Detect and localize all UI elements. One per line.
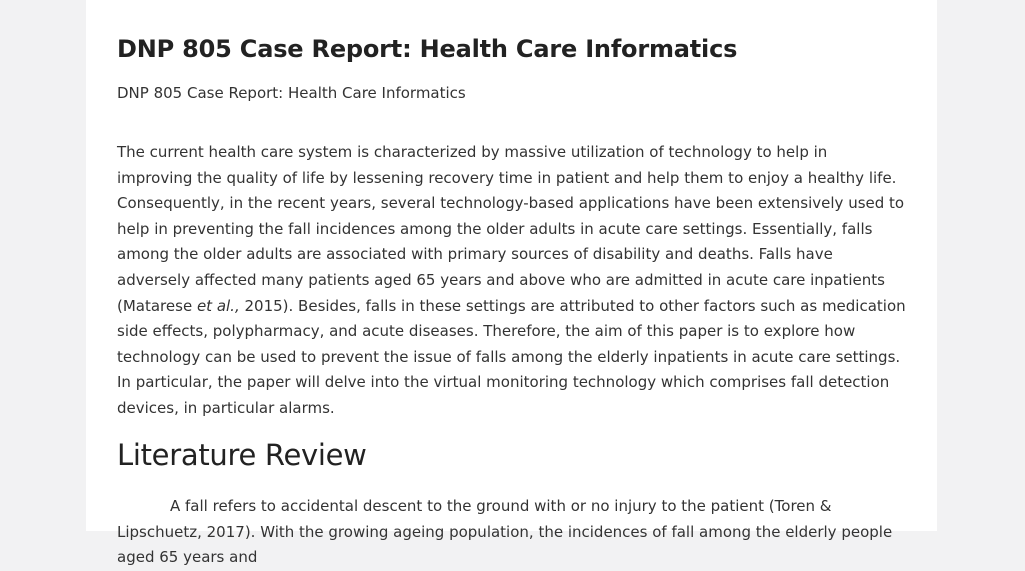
post-title: DNP 805 Case Report: Health Care Informatics bbox=[117, 35, 738, 63]
intro-paragraph bbox=[117, 140, 907, 422]
article-page bbox=[86, 0, 937, 567]
intro-text-part2: 2015). Besides, falls in these settings are attributed to other factors such as medication side effects, polypharmacy, and acute diseases. Therefore, the aim of this paper is to explore how technology can be used to prevent the issue of falls among the elderly inpatients in acute care settings. In particular, the paper will delve into the virtual monitoring technology which comprises fall detection devices, in particular alarms. bbox=[117, 296, 906, 417]
literature-paragraph: A fall refers to accidental descent to the ground with or no injury to the patient (Toren & Lipschuetz, 2017). With the growing ageing population, the incidences of fall among the elderly people aged 65 years and bbox=[117, 497, 893, 567]
intro-citation-italic: et al., bbox=[196, 296, 240, 315]
post-subtitle: DNP 805 Case Report: Health Care Informatics bbox=[117, 84, 466, 102]
intro-text-part1: The current health care system is characterized by massive utilization of technology to help in improving the quality of life by lessening recovery time in patient and help them to enjoy a healthy life. Consequently, in the recent years, several technology-based applications have been extensively used to help in preventing the fall incidences among the older adults in acute care settings. Essentially, falls among the older adults are associated with primary sources of disability and deaths. Falls have adversely affected many patients aged 65 years and above who are admitted in acute care inpatients (Matarese bbox=[117, 143, 905, 315]
section-heading-literature-review: Literature Review bbox=[117, 438, 367, 472]
